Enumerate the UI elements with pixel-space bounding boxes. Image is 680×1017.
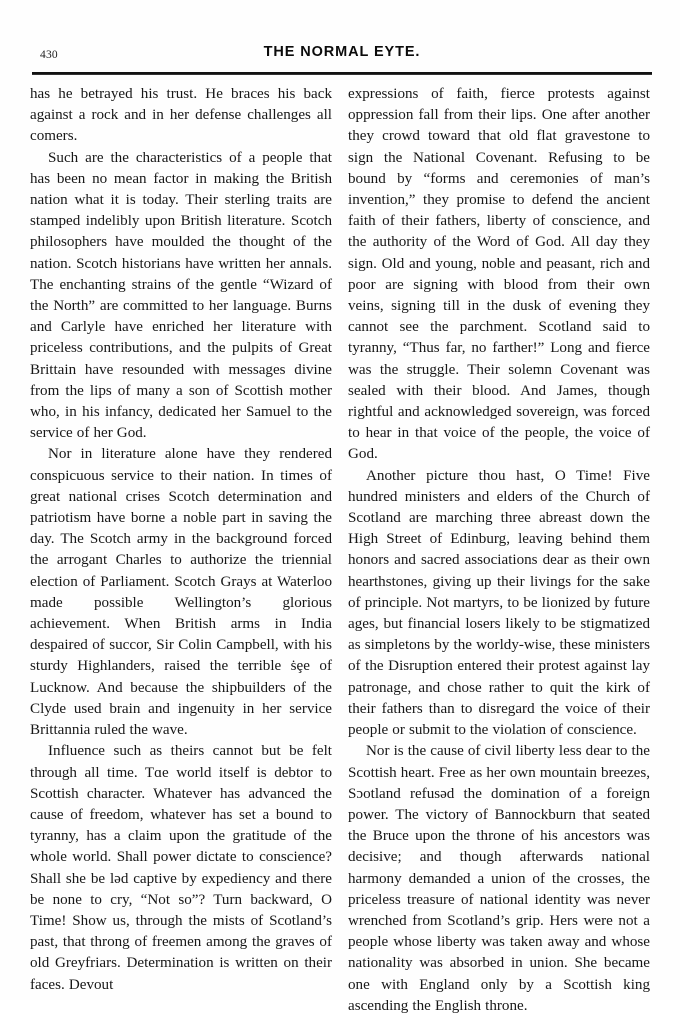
body-text (0, 84, 680, 1014)
page-number: 430 (40, 49, 58, 61)
running-head (32, 44, 652, 68)
paragraph: has he betrayed his trust. He braces his back against a rock and in her defense challenges all comers. (30, 86, 332, 145)
header-rule (32, 72, 652, 75)
publication-title: THE NORMAL EYTE. (263, 44, 421, 60)
text-column-left (30, 84, 332, 996)
paragraph: Another picture thou hast, O Time! Five hundred ministers and elders of the Church of Scotland are marching three abreast down the High Street of Edinburg, leaving behind them honors and sacred associations dear as their own hearthstones, giving up their livings for the sake of principle. Not martyrs, to be lionized by future ages, but financial losers likely to be stigmatized as simpletons by the worldy-wise, these ministers of the Disruption entered their protest against lay patronage, and chose rather to quit the kirk of their fathers than to disregard the voice of their people or submit to the violation of conscience. (348, 467, 650, 739)
text-column-right (348, 84, 650, 1017)
paragraph: Nor is the cause of civil liberty less dear to the Scottish heart. Free as her own mountain breezes, Sɔotland refusǝd the domination of a foreign power. The victory of Bannockburn that seated the Bruce upon the throne of his ancestors was decisive; and though afterwards national harmony demanded a union of the crosses, the priceless treasure of national identity was never wrenched from Scotland’s grip. Hers were not a people whose liberty was taken away and whose nationality was absorbed in union. She became one with England only by a Scottish king ascending the English throne. (348, 743, 650, 1014)
paragraph: Influence such as theirs cannot but be felt through all time. Tɑe world itself is debtor to Scottish character. Whatever has advanced the cause of freedom, whatever has set a bound to tyranny, has a claim upon the gratitude of the whole world. Shall power dictate to conscience? Shall she be lǝd captive by expediency and there be none to cry, “Not so”? Turn backward, O Time! Show us, through the mists of Scotland’s past, that throng of freemen among the graves of old Greyfriars. Determination is written on their faces. Devout (30, 743, 332, 993)
paragraph: expressions of faith, fierce protests against oppression fall from their lips. One after another they crowd toward that old flat gravestone to sign the National Covenant. Refusing to be bound by “forms and ceremonies of man’s invention,” they promise to defend the ancient faith of their fathers, liberty of conscience, and the authority of the Word of God. All day they sign. Old and young, noble and peasant, rich and poor are signing with blood from their own veins, signing till in the dusk of evening they cannot see the parchment. Scotland said to tyranny, “Thus far, no farther!” Long and fierce was the struggle. Their solemn Covenant was sealed with their blood. And James, though rightful and acknowledged sovereign, was forced to hear in that voice of the people, the voice of God. (348, 86, 650, 463)
paragraph: Such are the characteristics of a people that has been no mean factor in making the British nation what it is today. Their sterling traits are stamped indelibly upon British literature. Scotch philosophers have moulded the thought of the nation. Scotch historians have written her annals. The enchanting strains of the gentle “Wizard of the North” are committed to her language. Burns and Carlyle have enriched her literature with priceless contributions, and the pulpits of Great Brittain have resounded with messages divine from the lips of many a son of Scottish mother who, in his infancy, dedicated her Samuel to the service of her God. (30, 149, 332, 442)
paragraph: Nor in literature alone have they rendered conspicuous service to their nation. In times of great national crises Scotch determination and patriotism have borne a noble part in saving the day. The Scotch army in the background forced the arrogant Charles to authorize the triennial election of Parliament. Scotch Grays at Waterloo made possible Wellington’s glorious achievement. When British arms in India despaired of succor, Sir Colin Campbell, with his sturdy Highlanders, raised the terrible ṡȩe of Lucknow. And because the shipbuilders of the Clyde used brain and ingenuity in her service Brittannia ruled the wave. (30, 446, 332, 739)
